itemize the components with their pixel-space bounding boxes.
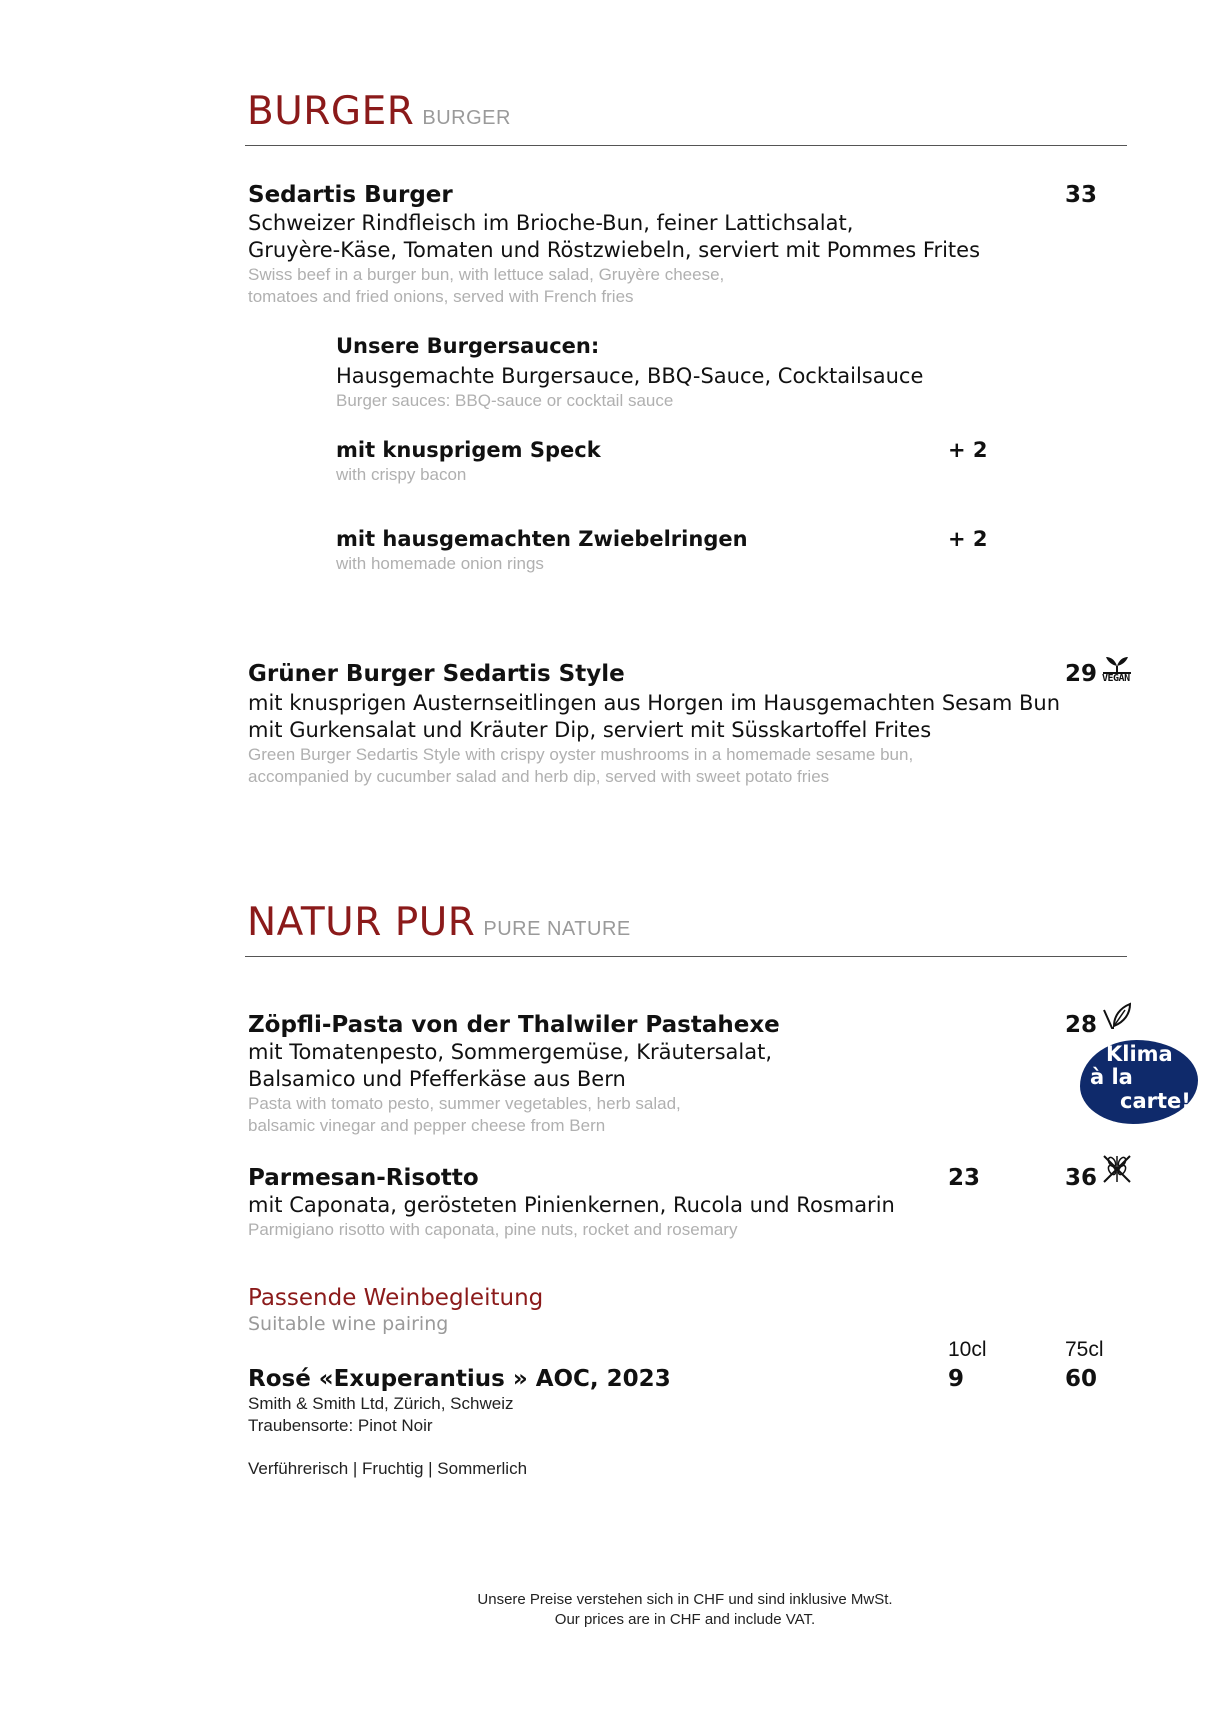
extra-price-onion-rings: + 2 xyxy=(948,527,988,551)
section-header-burger xyxy=(247,89,511,134)
item-price-risotto-large: 36 xyxy=(1065,1165,1098,1191)
leaf-icon xyxy=(1100,1000,1134,1034)
item-desc-risotto: mit Caponata, gerösteten Pinienkernen, Rucola und Rosmarin xyxy=(248,1193,895,1217)
item-desc-sedartis-2: Gruyère-Käse, Tomaten und Röstzwiebeln, serviert mit Pommes Frites xyxy=(248,238,981,262)
item-price-risotto-small: 23 xyxy=(948,1165,981,1191)
item-desc-sedartis-1: Schweizer Rindfleisch im Brioche-Bun, feiner Lattichsalat, xyxy=(248,211,854,235)
item-desc-green-2: mit Gurkensalat und Kräuter Dip, serviert mit Süsskartoffel Frites xyxy=(248,718,932,742)
item-price-green-burger: 29 xyxy=(1065,661,1098,687)
klima-line-3: carte! xyxy=(1120,1089,1191,1113)
item-en-green-1: Green Burger Sedartis Style with crispy oyster mushrooms in a homemade sesame bun, xyxy=(248,745,914,764)
section-title-natur-pur: NATUR PUR xyxy=(247,900,476,945)
item-en-green-2: accompanied by cucumber salad and herb dip, served with sweet potato fries xyxy=(248,767,830,786)
sauces-list: Hausgemachte Burgersauce, BBQ-Sauce, Cocktailsauce xyxy=(336,364,924,388)
item-en-pasta-1: Pasta with tomato pesto, summer vegetables, herb salad, xyxy=(248,1094,681,1113)
sauces-heading: Unsere Burgersaucen: xyxy=(336,334,600,358)
item-name-sedartis-burger: Sedartis Burger xyxy=(248,182,453,208)
section-title-burger: BURGER xyxy=(247,89,415,134)
wine-volume-large: 75cl xyxy=(1065,1338,1104,1361)
section-divider-burger xyxy=(245,145,1127,146)
wine-grape: Traubensorte: Pinot Noir xyxy=(248,1416,433,1435)
klima-a-la-carte-badge xyxy=(1080,1040,1198,1124)
section-subtitle-burger: BURGER xyxy=(422,107,511,129)
extra-price-bacon: + 2 xyxy=(948,438,988,462)
sauces-en: Burger sauces: BBQ-sauce or cocktail sauce xyxy=(336,391,674,410)
wine-price-large: 60 xyxy=(1065,1366,1098,1392)
item-name-risotto: Parmesan-Risotto xyxy=(248,1165,479,1191)
extra-en-bacon: with crispy bacon xyxy=(336,465,467,484)
vegan-icon xyxy=(1100,651,1134,687)
footer-note-en: Our prices are in CHF and include VAT. xyxy=(554,1611,816,1628)
klima-line-1: Klima xyxy=(1106,1042,1173,1066)
item-price-sedartis-burger: 33 xyxy=(1065,182,1098,208)
extra-name-bacon: mit knusprigem Speck xyxy=(336,438,601,462)
item-name-pasta: Zöpfli-Pasta von der Thalwiler Pastahexe xyxy=(248,1012,780,1038)
section-subtitle-natur-pur: PURE NATURE xyxy=(483,918,631,940)
extra-name-onion-rings: mit hausgemachten Zwiebelringen xyxy=(336,527,748,551)
item-en-sedartis-2: tomatoes and fried onions, served with French fries xyxy=(248,287,634,306)
wine-pairing-subheading: Suitable wine pairing xyxy=(248,1313,449,1335)
item-desc-pasta-1: mit Tomatenpesto, Sommergemüse, Kräutersalat, xyxy=(248,1040,773,1064)
wine-volume-small: 10cl xyxy=(948,1338,987,1361)
item-en-pasta-2: balsamic vinegar and pepper cheese from Bern xyxy=(248,1116,606,1135)
section-divider-natur-pur xyxy=(245,956,1127,957)
wine-pairing-heading: Passende Weinbegleitung xyxy=(248,1285,544,1311)
gluten-free-icon xyxy=(1100,1152,1134,1186)
item-desc-green-1: mit knusprigen Austernseitlingen aus Horgen im Hausgemachten Sesam Bun xyxy=(248,691,1061,715)
footer-note-de: Unsere Preise verstehen sich in CHF und sind inklusive MwSt. xyxy=(477,1591,893,1608)
item-name-green-burger: Grüner Burger Sedartis Style xyxy=(248,661,625,687)
vegan-badge-label: VEGAN xyxy=(1102,673,1130,684)
section-header-natur-pur xyxy=(247,900,631,945)
klima-line-2: à la xyxy=(1090,1065,1133,1089)
item-desc-pasta-2: Balsamico und Pfefferkäse aus Bern xyxy=(248,1067,626,1091)
item-en-sedartis-1: Swiss beef in a burger bun, with lettuce salad, Gruyère cheese, xyxy=(248,265,725,284)
item-en-risotto: Parmigiano risotto with caponata, pine nuts, rocket and rosemary xyxy=(248,1220,738,1239)
wine-price-small: 9 xyxy=(948,1366,965,1392)
extra-en-onion-rings: with homemade onion rings xyxy=(336,554,544,573)
wine-name: Rosé «Exuperantius » AOC, 2023 xyxy=(248,1366,671,1392)
wine-producer: Smith & Smith Ltd, Zürich, Schweiz xyxy=(248,1394,514,1413)
item-price-pasta: 28 xyxy=(1065,1012,1098,1038)
wine-tasting-notes: Verführerisch | Fruchtig | Sommerlich xyxy=(248,1459,528,1478)
